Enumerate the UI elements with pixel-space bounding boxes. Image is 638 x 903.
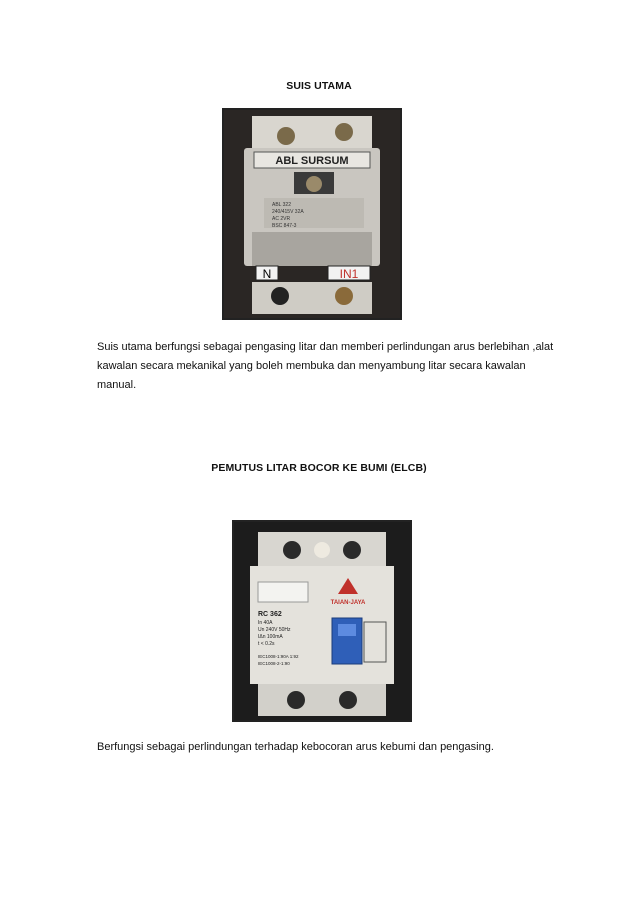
spec-line-3: AC 2VR xyxy=(272,216,291,222)
section-title-elcb: PEMUTUS LITAR BOCOR KE BUMI (ELCB) xyxy=(211,462,427,474)
elcb-spec-1: RC 362 xyxy=(258,611,282,618)
section-title-suis-utama: SUIS UTAMA xyxy=(286,80,352,92)
section-description-suis-utama: Suis utama berfungsi sebagai pengasing litar dan memberi perlindungan arus berlebihan ,alat kawalan secara mekanikal yang boleh membuka dan menyambung litar secara kawalan manual. xyxy=(97,341,554,391)
terminal-in-label: IN1 xyxy=(339,267,359,281)
elcb-spec-4: IΔn 100mA xyxy=(258,634,283,640)
section-description-elcb: Berfungsi sebagai perlindungan terhadap kebocoran arus kebumi dan pengasing. xyxy=(97,741,494,753)
main-switch-photo xyxy=(222,108,402,320)
elcb-spec-6: IEC1008-1:90A 1:92 xyxy=(258,654,299,659)
spec-line-4: BSC 847-3 xyxy=(272,223,297,229)
abl-sursum-label: ABL SURSUM xyxy=(275,155,349,167)
taian-jaya-label: TAIAN-JAYA xyxy=(330,600,366,606)
elcb-spec-2: In 40A xyxy=(258,620,273,626)
elcb-spec-7: IEC1008-2-1:90 xyxy=(258,661,290,666)
elcb-spec-5: t < 0.2s xyxy=(258,641,275,647)
terminal-n-label: N xyxy=(262,267,272,281)
elcb-photo xyxy=(232,520,412,722)
spec-line-2: 240/415V 32A xyxy=(272,209,304,215)
spec-line-1: ABL 322 xyxy=(272,202,291,208)
elcb-spec-3: Un 240V 50Hz xyxy=(258,627,291,633)
